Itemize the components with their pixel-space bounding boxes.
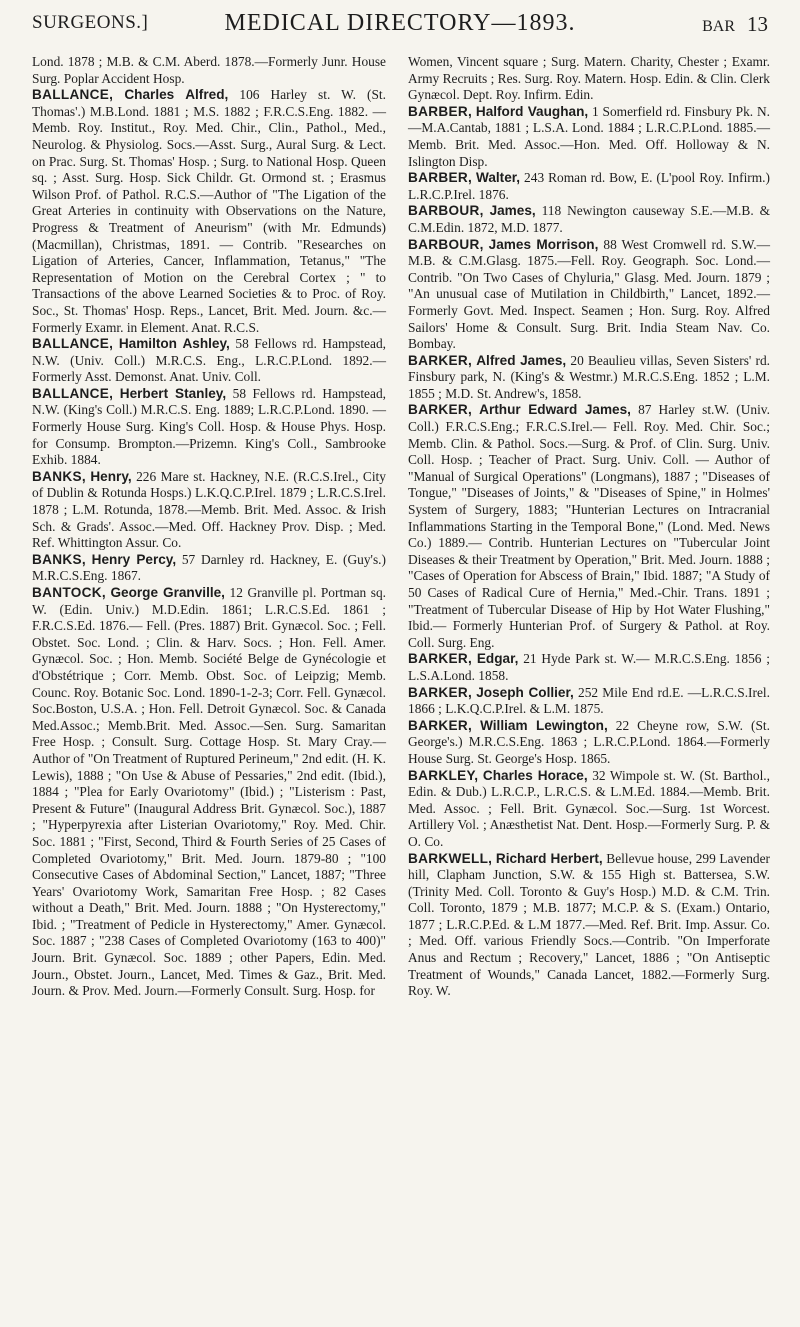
entry-text: 252 Mile End rd.E. —L.R.C.S.Irel. 1866 ; L.K.Q.C.P.Irel. & L.M. 1875. xyxy=(408,684,770,717)
directory-entry xyxy=(408,353,770,403)
entry-surname: BANKS, xyxy=(32,468,86,484)
entry-text: 58 Fellows rd. Hampstead, N.W. (King's Coll.) M.R.C.S. Eng. 1889; L.R.C.P.Lond. 1890. — Formerly House Surg. King's Coll. Hosp. & House Phys. Hosp. for Consump. Brompton.—Prizemn. King's Coll., Sambrooke Exhib. 1884. xyxy=(32,385,386,468)
entry-forenames: George Granville, xyxy=(110,585,225,600)
entry-text: 106 Harley st. W. (St. Thomas'.) M.B.Lond. 1881 ; M.S. 1882 ; F.R.C.S.Eng. 1882. — Memb. Roy. Institut., Roy. Med. Chir., Clin., Pathol., Med., Neurolog. & Physiolog. Socs.—Asst. Surg., Aural Surg. & Lect. on Prac. Surg. St. Thomas' Hosp. ; Surg. to National Hosp. Queen sq. ; Asst. Surg. Hosp. Sick Childr. Gt. Ormond st. ; Erasmus Wilson Prof. of Pathol. R.C.S.—Author of "The Ligation of the Great Arteries in continuity with Observations on the Nature, Progress & Treatment of Aneurism" (with Mr. Edmunds) (Macmillan), Christmas, 1891. — Contrib. "Researches on Ligation of Arteries, Cancer, Inflammation, Tetanus," "The Representation of Motion on the Cerebral Cortex ; " to Transactions of the above Learned Societies & to Proc. of Roy. Soc., St. Thomas' Hosp. Reps., Lancet, Brit. Med. Journ. &c.—Formerly Examr. in Element. Anat. R.C.S. xyxy=(32,87,386,335)
entry-forenames: James, xyxy=(489,203,536,219)
directory-entry xyxy=(408,851,770,1000)
directory-entry xyxy=(408,651,770,684)
entry-text: 1 Somerfield rd. Finsbury Pk. N.—M.A.Cantab, 1881 ; L.S.A. Lond. 1884 ; L.R.C.P.Lond. 1885.—Memb. Brit. Med. Assoc.—Hon. Med. Off. Holloway & N. Islington Disp. xyxy=(408,103,770,169)
entry-surname: BANTOCK, xyxy=(32,585,106,600)
directory-entry xyxy=(408,104,770,170)
entry-forenames: William Lewington, xyxy=(480,717,608,733)
entry-forenames: Arthur Edward James, xyxy=(479,402,631,418)
entry-surname: BALLANCE, xyxy=(32,336,114,352)
right-column xyxy=(408,54,770,1000)
entry-surname: BALLANCE, xyxy=(32,87,114,103)
entry-forenames: Richard Herbert, xyxy=(495,850,603,866)
entry-text: 20 Beaulieu villas, Seven Sisters' rd. Finsbury park, N. (King's & Westmr.) M.R.C.S.Eng. 1852 ; L.M. 1855 ; M.D. St. Andrew's, 1858. xyxy=(408,352,770,401)
directory-entry xyxy=(408,718,770,768)
entry-forenames: Joseph Collier, xyxy=(476,684,574,700)
entry-forenames: James Morrison, xyxy=(488,236,599,252)
entry-forenames: Alfred James, xyxy=(476,352,567,368)
entry-text: 226 Mare st. Hackney, N.E. (R.C.S.Irel., City of Dublin & Rotunda Hosps.) L.K.Q.C.P.Irel. 1879 ; L.R.C.S.Irel. 1878 ; L.M. Rotunda, 1878.—Memb. Brit. Med. Assoc. & Irish Sch. & Grads'. Assoc.—Med. Off. Hackney Prov. Disp. ; Med. Ref. Whittington Assur. Co. xyxy=(32,468,386,551)
catchword: BAR xyxy=(702,18,735,35)
entry-surname: BARKER, xyxy=(408,352,473,368)
entry-text: 22 Cheyne row, S.W. (St. George's.) M.R.C.S.Eng. 1863 ; L.R.C.P.Lond. 1864.—Formerly House Surg. St. George's Hosp. 1865. xyxy=(408,717,770,766)
entry-text: 118 Newington causeway S.E.—M.B. & C.M.Edin. 1872, M.D. 1877. xyxy=(408,203,770,235)
left-column xyxy=(32,54,386,1000)
directory-entry xyxy=(32,336,386,386)
entry-forenames: Herbert Stanley, xyxy=(119,385,227,401)
entry-forenames: Charles Alfred, xyxy=(124,87,229,103)
running-header xyxy=(32,6,768,42)
entry-text: 32 Wimpole st. W. (St. Barthol., Edin. & Dub.) L.R.C.P., L.R.C.S. & L.M.Ed. 1884.—Memb. Brit. Med. Assoc. ; Fell. Brit. Gynæcol. Soc.—Surg. 1st Worcest. Artillery Vol. ; Anæsthetist Nat. Dent. Hosp.—Formerly Surg. P. & O. Co. xyxy=(408,767,770,849)
directory-entry xyxy=(32,469,386,552)
entry-text: 243 Roman rd. Bow, E. (L'pool Roy. Infirm.) L.R.C.P.Irel. 1876. xyxy=(408,170,770,202)
entry-surname: BARBOUR, xyxy=(408,236,484,252)
directory-entry xyxy=(32,585,386,1000)
entry-forenames: Henry, xyxy=(90,468,132,484)
entry-surname: BANKS, xyxy=(32,551,86,567)
entry-forenames: Henry Percy, xyxy=(91,551,177,567)
entry-forenames: Charles Horace, xyxy=(482,767,588,783)
section-label: SURGEONS.] xyxy=(32,12,149,33)
entry-surname: BARKER, xyxy=(408,402,473,418)
entry-text: Bellevue house, 299 Lavender hill, Clapham Junction, S.W. & 155 High st. Battersea, S.W. (Trinity Med. Coll. Toronto & Guy's Hosp.) M.D. & C.M. Trin. Coll. Toronto, 1879 ; M.B. 1877; M.C.P. & S. (Exam.) Ontario, 1877 ; L.R.C.P.Ed. & L.M 1877.—Med. Ref. Brit. Imp. Assur. Co. ; Med. Off. various Friendly Socs.—Contrib. "On Imperforate Anus and Rectum ; Recovery," Lancet, 1886 ; "On Antiseptic Treatment of Wounds," Canada Lancet, 1882.—Formerly Surg. Roy. W. xyxy=(408,850,770,999)
entry-text: 12 Granville pl. Portman sq. W. (Edin. Univ.) M.D.Edin. 1861; L.R.C.S.Ed. 1861 ; F.R.C.S.Ed. 1876.— Fell. (Pres. 1887) Brit. Gynæcol. Soc. ; Fell. Obstet. Soc. Lond. ; Clin. & Harv. Socs. ; Hon. Fell. Amer. Gynæcol. Soc. ; Hon. Memb. Société Belge de Gynécologie et d'Obstétrique ; Corr. Memb. Obst. Soc. of Leipzig; Memb. Counc. Roy. Botanic Soc. Lond. 1890-1-2-3; Corr. Fell. Gynæcol. Soc.Boston, U.S.A. ; Hon. Fell. Detroit Gynæcol. Soc. & Canada Med.Assoc.; Memb.Brit. Med. Assoc.—Sen. Surg. Samaritan Free Hosp. ; Consult. Surg. Cottage Hosp. St. Mary Cray.— Author of "On Treatment of Ruptured Perineum," 2nd edit. (H. K. Lewis), 1888 ; "On Use & Abuse of Pessaries," 2nd edit. (Ibid.), 1884 ; "Plea for Early Ovariotomy" (Ibid.) ; "Listerism : Past, Present & Future" (Inaugural Address Brit. Gynæcol. Soc.), 1887 ; "Hyperpyrexia after Listerian Ovariotomy," Roy. Med. Chir. Soc. 1881 ; "First, Second, Third & Fourth Series of 25 Cases of Completed Ovariotomy," Brit. Med. Journ. 1879-80 ; "100 Consecutive Cases of Abdominal Section," Lancet, 1887; "Three Years' Ovariotomy Work, Samaritan Free Hosp. ; 82 Cases without a Death," Brit. Med. Journ. 1888 ; "On Hysterectomy," Ibid. ; "Treatment of Pedicle in Hysterectomy," Amer. Gynæcol. Soc. 1887 ; "238 Cases of Completed Ovariotomy (163 to 400)" Journ. Brit. Gynæcol. Soc. 1889 ; other Papers, Edin. Med. Journ., Obstet. Journ., Lancet, Med. Times & Gaz., Brit. Med. Journ. & Prov. Med. Journ.—Formerly Consult. Surg. Hosp. for xyxy=(32,585,386,999)
directory-entry xyxy=(32,552,386,585)
page-number: 13 xyxy=(747,12,768,36)
directory-entry xyxy=(32,54,386,87)
entry-text: 21 Hyde Park st. W.— M.R.C.S.Eng. 1856 ; L.S.A.Lond. 1858. xyxy=(408,651,770,683)
directory-entry xyxy=(408,170,770,203)
entry-forenames: Halford Vaughan, xyxy=(475,103,589,119)
entry-text: 87 Harley st.W. (Univ. Coll.) F.R.C.S.Eng.; F.R.C.S.Irel.— Fell. Roy. Med. Chir. Soc.; Memb. Clin. & Pathol. Socs.—Surg. & Prof. of Clin. Surg. Univ. Coll. Hosp. ; Teacher of Pract. Surg. Univ. Coll. — Author of "Manual of Surgical Operations" (Longmans), 1887 ; "Diseases of Tongue," "Diseases of Joints," & "Diseases of Spine," in Holmes' System of Surgery, 1883; "Hunterian Lectures on Intracranial Inflammations Starting in the Temporal Bone," (Lond. Med. News Co.) 1889.— Contrib. Hunterian Lectures on "Tubercular Joint Diseases & their Treatment by Operation," Brit. Med. Journ. 1888 ; "Cases of Operation for Abscess of Brain," Ibid. 1887; "A Study of 50 Cases of Radical Cure of Hernia," Med.-Chir. Trans. 1891 ; "Treatment of Tubercular Disease of Hip by Hot Water Flushing," Ibid.— Formerly Hunterian Prof. of Surgery & Pathol. at Roy. Coll. Surg. Eng. xyxy=(408,402,770,650)
entry-text: 88 West Cromwell rd. S.W.—M.B. & C.M.Glasg. 1875.—Fell. Roy. Geograph. Soc. Lond.—Contrib. "On Two Cases of Chyluria," Glasg. Med. Journ. 1879 ; "An unusual case of Mutilation in Childbirth," Lancet, 1892.—Formerly Govt. Med. Inspect. Seamen ; Hon. Surg. Roy. Alfred Sailors' Home & Consult. Surg. Brit. India Steam Nav. Co. Bombay. xyxy=(408,236,770,352)
directory-entry xyxy=(408,685,770,718)
page-marker xyxy=(702,12,768,37)
directory-entry xyxy=(408,237,770,353)
entry-text: 57 Darnley rd. Hackney, E. (Guy's.) M.R.C.S.Eng. 1867. xyxy=(32,551,386,584)
directory-entry xyxy=(32,386,386,469)
entry-forenames: Walter, xyxy=(476,170,521,186)
directory-entry xyxy=(408,768,770,851)
directory-entry xyxy=(32,87,386,336)
entry-text: 58 Fellows rd. Hampstead, N.W. (Univ. Coll.) M.R.C.S. Eng., L.R.C.P.Lond. 1892.—Formerly Asst. Demonst. Anat. Univ. Coll. xyxy=(32,336,386,385)
entry-surname: BARBER, xyxy=(408,103,473,119)
entry-surname: BARBOUR, xyxy=(408,203,484,219)
entry-surname: BARKWELL, xyxy=(408,850,493,866)
entry-forenames: Edgar, xyxy=(476,651,519,667)
entry-surname: BARBER, xyxy=(408,170,473,186)
entry-forenames: Hamilton Ashley, xyxy=(118,336,230,352)
entry-text: Women, Vincent square ; Surg. Matern. Charity, Chester ; Examr. Army Recruits ; Res. Surg. Roy. Matern. Hosp. Edin. & Clin. Clerk Gynæcol. Dept. Roy. Infirm. Edin. xyxy=(408,54,770,103)
directory-entry xyxy=(408,203,770,236)
page-title: MEDICAL DIRECTORY—1893. xyxy=(224,10,576,36)
directory-entry xyxy=(408,54,770,104)
entry-surname: BARKLEY, xyxy=(408,767,479,783)
entry-surname: BARKER, xyxy=(408,651,473,667)
entry-surname: BARKER, xyxy=(408,717,473,733)
directory-entry xyxy=(408,402,770,651)
entry-text: Lond. 1878 ; M.B. & C.M. Aberd. 1878.—Formerly Junr. House Surg. Poplar Accident Hosp. xyxy=(32,54,386,86)
entry-surname: BALLANCE, xyxy=(32,385,114,401)
entry-surname: BARKER, xyxy=(408,684,473,700)
